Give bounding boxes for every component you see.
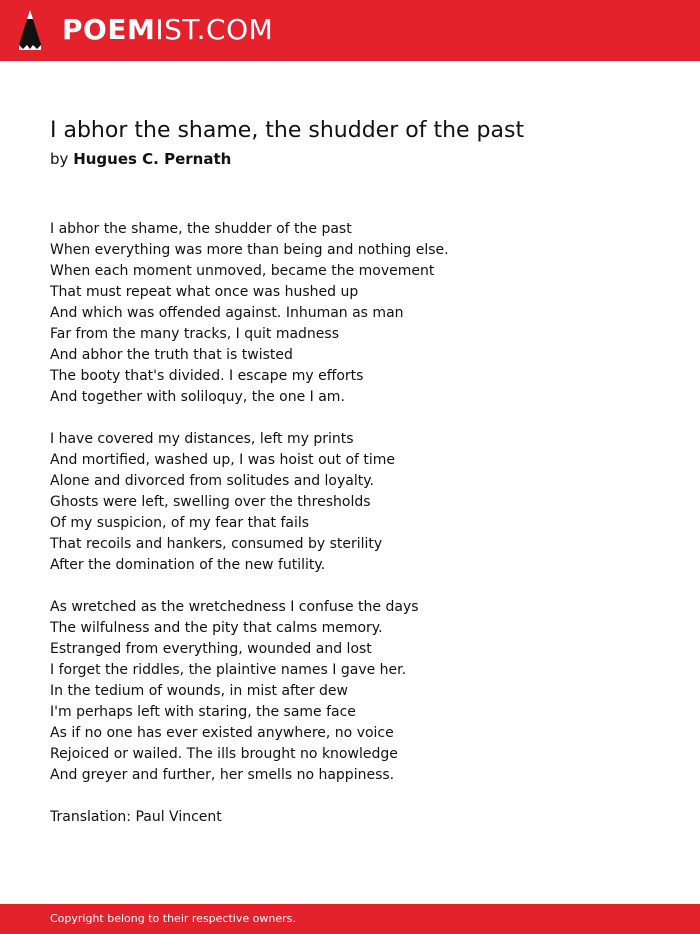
poem-line: And abhor the truth that is twisted bbox=[50, 347, 293, 363]
by-label: by bbox=[50, 150, 69, 168]
site-logo[interactable] bbox=[62, 13, 273, 47]
poem-line: Alone and divorced from solitudes and loyalty. bbox=[50, 473, 374, 489]
site-footer bbox=[0, 904, 700, 934]
author-name: Hugues C. Pernath bbox=[73, 150, 232, 168]
stanza-3 bbox=[50, 597, 670, 786]
pencil-icon[interactable] bbox=[18, 9, 42, 51]
poem-line: The wilfulness and the pity that calms memory. bbox=[50, 620, 383, 636]
poem-line: When everything was more than being and nothing else. bbox=[50, 242, 449, 258]
poem-line: And mortified, washed up, I was hoist out of time bbox=[50, 452, 396, 468]
poem-line: Rejoiced or wailed. The ills brought no knowledge bbox=[50, 746, 398, 762]
translation-credit: Translation: Paul Vincent bbox=[50, 809, 222, 825]
poem-line: The booty that's divided. I escape my efforts bbox=[50, 368, 364, 384]
poem-line: Ghosts were left, swelling over the thresholds bbox=[50, 494, 371, 510]
poem-line: I have covered my distances, left my prints bbox=[50, 431, 354, 447]
poem-line: That recoils and hankers, consumed by sterility bbox=[50, 536, 383, 552]
poem-line: Far from the many tracks, I quit madness bbox=[50, 326, 340, 342]
poem-line: After the domination of the new futility. bbox=[50, 557, 326, 573]
logo-text-bold: POEM bbox=[62, 13, 156, 46]
byline bbox=[50, 149, 231, 169]
poem-line: And which was offended against. Inhuman as man bbox=[50, 305, 404, 321]
poem-line: And together with soliloquy, the one I am. bbox=[50, 389, 345, 405]
poem-line: Estranged from everything, wounded and lost bbox=[50, 641, 372, 657]
poem-line: As wretched as the wretchedness I confuse the days bbox=[50, 599, 419, 615]
poem-line: I abhor the shame, the shudder of the past bbox=[50, 221, 352, 237]
poem-title: I abhor the shame, the shudder of the past bbox=[50, 118, 525, 143]
poem-body bbox=[50, 219, 670, 828]
poem-line: Of my suspicion, of my fear that fails bbox=[50, 515, 310, 531]
poem-line: When each moment unmoved, became the movement bbox=[50, 263, 435, 279]
stanza-2 bbox=[50, 429, 670, 576]
site-header bbox=[0, 0, 700, 61]
poem-line: That must repeat what once was hushed up bbox=[50, 284, 359, 300]
poem-line: I'm perhaps left with staring, the same face bbox=[50, 704, 356, 720]
stanza-1 bbox=[50, 219, 670, 408]
copyright-notice: Copyright belong to their respective owners. bbox=[50, 912, 296, 925]
poem-line: I forget the riddles, the plaintive names I gave her. bbox=[50, 662, 407, 678]
poem-line: As if no one has ever existed anywhere, no voice bbox=[50, 725, 394, 741]
logo-text-light: IST.COM bbox=[155, 13, 274, 46]
poem-line: In the tedium of wounds, in mist after dew bbox=[50, 683, 348, 699]
poem-line: And greyer and further, her smells no happiness. bbox=[50, 767, 395, 783]
